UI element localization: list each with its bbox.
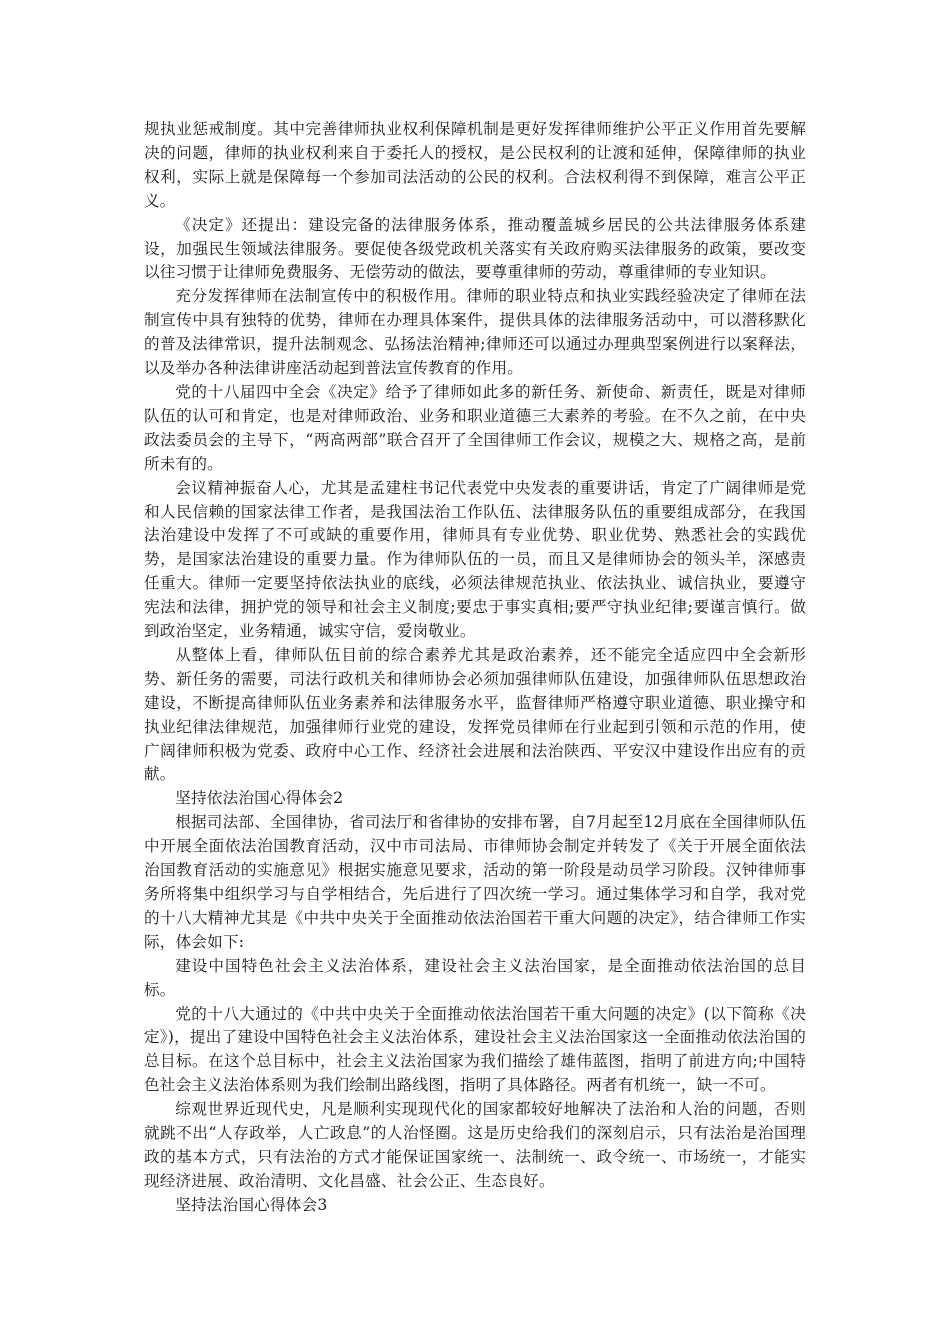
paragraph: 从整体上看，律师队伍目前的综合素养尤其是政治素养，还不能完全适应四中全会新形势、新任务的需要，司法行政机关和律师协会必须加强律师队伍建设，加强律师队伍思想政治建设，不断提高律师队伍业务素养和法律服务水平，监督律师严格遵守职业道德、职业操守和执业纪律法律规范，加强律师行业党的建设，发挥党员律师在行业起到引领和示范的作用，使广阔律师积极为党委、政府中心工作、经济社会进展和法治陕西、平安汉中建设作出应有的贡献。	[144, 645, 806, 784]
section-heading: 坚持法治国心得体会3	[175, 1195, 328, 1214]
paragraph: 会议精神振奋人心，尤其是孟建柱书记代表党中央发表的重要讲话，肯定了广阔律师是党和人民信赖的国家法律工作者，是我国法治工作队伍、法律服务队伍的重要组成部分，在我国法治建设中发挥了不可或缺的重要作用，律师具有专业优势、职业优势、熟悉社会的实践优势，是国家法治建设的重要力量。作为律师队伍的一员，而且又是律师协会的领头羊，深感责任重大。律师一定要坚持依法执业的底线，必须法律规范执业、依法执业、诚信执业，要遵守宪法和法律，拥护党的领导和社会主义制度;要忠于事实真相;要严守执业纪律;要谨言慎行。做到政治坚定，业务精通，诚实守信，爱岗敬业。	[144, 478, 806, 641]
paragraph: 《决定》还提出：建设完备的法律服务体系，推动覆盖城乡居民的公共法律服务体系建设，加强民生领域法律服务。要促使各级党政机关落实有关政府购买法律服务的政策，要改变以往习惯于让律师免费服务、无偿劳动的做法，要尊重律师的劳动，尊重律师的专业知识。	[144, 215, 806, 282]
paragraph: 根据司法部、全国律协，省司法厅和省律协的安排布署，自7月起至12月底在全国律师队伍中开展全面依法治国教育活动，汉中市司法局、市律师协会制定并转发了《关于开展全面依法治国教育活动的实施意见》根据实施意见要求，活动的第一阶段是动员学习阶段。汉钟律师事务所将集中组织学习与自学相结合，先后进行了四次统一学习。通过集体学习和自学，我对党的十八大精神尤其是《中共中央关于全面推动依法治国若干重大问题的决定》，结合律师工作实际，体会如下:	[144, 813, 806, 951]
paragraph: 综观世界近现代史，凡是顺利实现现代化的国家都较好地解决了法治和人治的问题，否则就跳不出“人存政举，人亡政息”的人治怪圈。这是历史给我们的深刻启示，只有法治是治国理政的基本方式，只有法治的方式才能保证国家统一、法制统一、政令统一、市场统一，才能实现经济进展、政治清明、文化昌盛、社会公正、生态良好。	[144, 1100, 806, 1190]
paragraph-continued: 规执业惩戒制度。其中完善律师执业权利保障机制是更好发挥律师维护公平正义作用首先要解决的问题，律师的执业权利来自于委托人的授权，是公民权利的让渡和延伸，保障律师的执业权利，实际上就是保障每一个参加司法活动的公民的权利。合法权利得不到保障，难言公平正义。	[144, 120, 806, 210]
paragraph: 充分发挥律师在法制宣传中的积极作用。律师的职业特点和执业实践经验决定了律师在法制宣传中具有独特的优势，律师在办理具体案件，提供具体的法律服务活动中，可以潜移默化的普及法律常识，提升法制观念、弘扬法治精神;律师还可以通过办理典型案例进行以案释法，以及举办各种法律讲座活动起到普法宣传教育的作用。	[144, 287, 806, 378]
paragraph: 建设中国特色社会主义法治体系，建设社会主义法治国家，是全面推动依法治国的总目标。	[144, 956, 806, 999]
paragraph: 党的十八大通过的《中共中央关于全面推动依法治国若干重大问题的决定》(以下简称《决定》)，提出了建设中国特色社会主义法治体系，建设社会主义法治国家这一全面推动依法治国的总目标。在这个总目标中，社会主义法治国家为我们描绘了雄伟蓝图，指明了前进方向;中国特色社会主义法治体系则为我们绘制出路线图，指明了具体路径。两者有机统一，缺一不可。	[144, 1004, 806, 1095]
document-page	[144, 118, 806, 1218]
section-heading: 坚持依法治国心得体会2	[175, 789, 344, 808]
paragraph: 党的十八届四中全会《决定》给予了律师如此多的新任务、新使命、新责任，既是对律师队伍的认可和肯定，也是对律师政治、业务和职业道德三大素养的考验。在不久之前，在中央政法委员会的主导下，“两高两部”联合召开了全国律师工作会议，规模之大、规格之高，是前所未有的。	[144, 382, 806, 473]
